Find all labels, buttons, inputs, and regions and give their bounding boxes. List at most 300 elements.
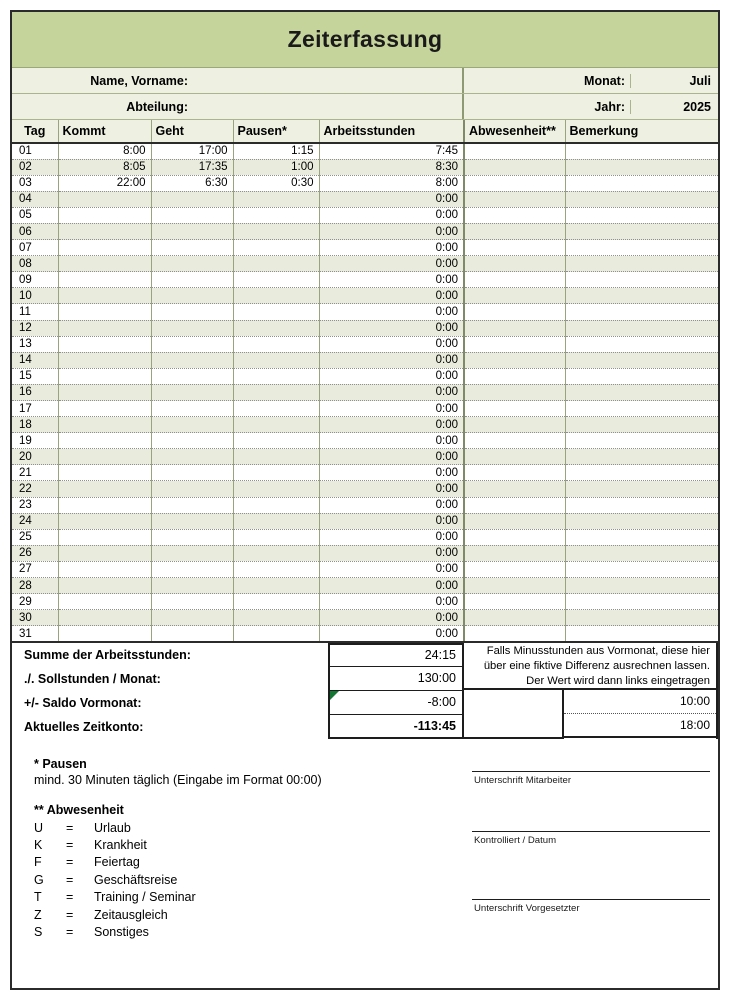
cell-geht[interactable]: [151, 272, 233, 288]
cell-arbeitsstunden: 0:00: [319, 272, 464, 288]
cell-geht[interactable]: [151, 561, 233, 577]
cell-kommt[interactable]: [58, 207, 151, 223]
cell-arbeitsstunden: 0:00: [319, 481, 464, 497]
cell-kommt[interactable]: 22:00: [58, 175, 151, 191]
cell-bemerkung[interactable]: [565, 465, 718, 481]
cell-bemerkung[interactable]: [565, 143, 718, 159]
col-header-bemerkung: Bemerkung: [565, 120, 718, 143]
cell-pausen[interactable]: [233, 320, 319, 336]
cell-tag: 10: [12, 288, 58, 304]
summary-note-area: [464, 643, 718, 739]
cell-kommt[interactable]: [58, 545, 151, 561]
table-row: [12, 529, 718, 545]
cell-pausen[interactable]: [233, 626, 319, 642]
table-row: [12, 561, 718, 577]
cell-pausen[interactable]: [233, 545, 319, 561]
legend-item-equals: =: [66, 924, 74, 939]
legend-item-equals: =: [66, 907, 74, 922]
cell-arbeitsstunden: 0:00: [319, 401, 464, 417]
cell-kommt[interactable]: [58, 240, 151, 256]
cell-abwesenheit[interactable]: [464, 207, 565, 223]
carryover-note-line-2: über eine fiktive Differenz ausrechnen lassen.: [483, 660, 710, 673]
cell-geht[interactable]: [151, 545, 233, 561]
cell-tag: 23: [12, 497, 58, 513]
cell-arbeitsstunden: 0:00: [319, 288, 464, 304]
legend-item: [34, 819, 464, 836]
cell-kommt[interactable]: [58, 384, 151, 400]
cell-pausen[interactable]: 0:30: [233, 175, 319, 191]
table-row: [12, 626, 718, 642]
cell-arbeitsstunden: 0:00: [319, 513, 464, 529]
cell-kommt[interactable]: [58, 481, 151, 497]
cell-abwesenheit[interactable]: [464, 417, 565, 433]
timesheet-sheet: [10, 10, 720, 990]
cell-tag: 28: [12, 578, 58, 594]
cell-bemerkung[interactable]: [565, 272, 718, 288]
title-band: [12, 12, 718, 68]
cell-geht[interactable]: [151, 465, 233, 481]
cell-geht[interactable]: [151, 240, 233, 256]
cell-pausen[interactable]: [233, 497, 319, 513]
cell-abwesenheit[interactable]: [464, 481, 565, 497]
cell-geht[interactable]: [151, 481, 233, 497]
cell-arbeitsstunden: 0:00: [319, 352, 464, 368]
cell-pausen[interactable]: [233, 191, 319, 207]
signature-caption-supervisor: Unterschrift Vorgesetzter: [474, 902, 580, 914]
helper-value-from[interactable]: 10:00: [564, 690, 716, 714]
cell-bemerkung[interactable]: [565, 207, 718, 223]
summary-label-target: ./. Sollstunden / Monat:: [24, 671, 161, 686]
cell-bemerkung[interactable]: [565, 626, 718, 642]
legend-item-equals: =: [66, 872, 74, 887]
summary-value-carryover-cell[interactable]: [330, 691, 462, 715]
cell-abwesenheit[interactable]: [464, 175, 565, 191]
cell-pausen[interactable]: [233, 513, 319, 529]
cell-kommt[interactable]: [58, 449, 151, 465]
cell-abwesenheit[interactable]: [464, 626, 565, 642]
cell-abwesenheit[interactable]: [464, 513, 565, 529]
cell-pausen[interactable]: [233, 368, 319, 384]
table-row: [12, 223, 718, 239]
cell-tag: 18: [12, 417, 58, 433]
cell-geht[interactable]: [151, 401, 233, 417]
cell-bemerkung[interactable]: [565, 223, 718, 239]
table-row: [12, 352, 718, 368]
cell-abwesenheit[interactable]: [464, 545, 565, 561]
cell-arbeitsstunden: 0:00: [319, 384, 464, 400]
cell-abwesenheit[interactable]: [464, 449, 565, 465]
cell-bemerkung[interactable]: [565, 191, 718, 207]
cell-bemerkung[interactable]: [565, 561, 718, 577]
cell-tag: 13: [12, 336, 58, 352]
cell-geht[interactable]: [151, 304, 233, 320]
cell-abwesenheit[interactable]: [464, 368, 565, 384]
summary-labels: [12, 643, 328, 739]
legend-code-list: [34, 819, 464, 941]
cell-tag: 07: [12, 240, 58, 256]
cell-bemerkung[interactable]: [565, 384, 718, 400]
table-row: [12, 465, 718, 481]
cell-abwesenheit[interactable]: [464, 594, 565, 610]
summary-values: [328, 643, 464, 739]
cell-geht[interactable]: [151, 417, 233, 433]
cell-kommt[interactable]: [58, 288, 151, 304]
signature-caption-employee: Unterschrift Mitarbeiter: [474, 774, 572, 786]
cell-pausen[interactable]: [233, 561, 319, 577]
table-row: [12, 610, 718, 626]
cell-kommt[interactable]: [58, 352, 151, 368]
legend-item: [34, 923, 464, 940]
cell-bemerkung[interactable]: [565, 594, 718, 610]
cell-kommt[interactable]: [58, 304, 151, 320]
cell-arbeitsstunden: 0:00: [319, 529, 464, 545]
cell-kommt[interactable]: [58, 272, 151, 288]
table-row: [12, 545, 718, 561]
comment-indicator-icon: [330, 691, 339, 700]
cell-tag: 21: [12, 465, 58, 481]
department-label: Abteilung:: [126, 99, 188, 114]
cell-arbeitsstunden: 0:00: [319, 320, 464, 336]
cell-kommt[interactable]: [58, 417, 151, 433]
cell-kommt[interactable]: [58, 433, 151, 449]
legend-item-key: G: [34, 872, 44, 887]
table-row: [12, 143, 718, 159]
cell-pausen[interactable]: [233, 272, 319, 288]
cell-bemerkung[interactable]: [565, 417, 718, 433]
cell-pausen[interactable]: [233, 449, 319, 465]
cell-tag: 27: [12, 561, 58, 577]
carryover-note-line-3: Der Wert wird dann links eingetragen: [526, 675, 710, 688]
cell-kommt[interactable]: [58, 336, 151, 352]
legend-pausen-heading: * Pausen: [34, 756, 87, 771]
legend-item-key: S: [34, 924, 43, 939]
cell-abwesenheit[interactable]: [464, 401, 565, 417]
cell-abwesenheit[interactable]: [464, 336, 565, 352]
cell-geht[interactable]: 17:00: [151, 143, 233, 159]
cell-arbeitsstunden: 8:30: [319, 159, 464, 175]
cell-pausen[interactable]: 1:00: [233, 159, 319, 175]
cell-bemerkung[interactable]: [565, 304, 718, 320]
cell-tag: 09: [12, 272, 58, 288]
legend-pausen-text: mind. 30 Minuten täglich (Eingabe im Format 00:00): [34, 772, 322, 787]
cell-tag: 11: [12, 304, 58, 320]
cell-geht[interactable]: [151, 594, 233, 610]
cell-pausen[interactable]: 1:15: [233, 143, 319, 159]
cell-bemerkung[interactable]: [565, 159, 718, 175]
cell-bemerkung[interactable]: [565, 175, 718, 191]
table-row: [12, 417, 718, 433]
cell-geht[interactable]: [151, 368, 233, 384]
cell-arbeitsstunden: 0:00: [319, 304, 464, 320]
cell-abwesenheit[interactable]: [464, 143, 565, 159]
table-row: [12, 513, 718, 529]
table-row: [12, 401, 718, 417]
cell-bemerkung[interactable]: [565, 545, 718, 561]
cell-pausen[interactable]: [233, 578, 319, 594]
cell-bemerkung[interactable]: [565, 449, 718, 465]
table-row: [12, 240, 718, 256]
cell-arbeitsstunden: 7:45: [319, 143, 464, 159]
cell-tag: 05: [12, 207, 58, 223]
helper-calc-spacer: [464, 690, 564, 739]
cell-tag: 30: [12, 610, 58, 626]
cell-geht[interactable]: 17:35: [151, 159, 233, 175]
cell-arbeitsstunden: 0:00: [319, 240, 464, 256]
cell-tag: 24: [12, 513, 58, 529]
legend-item: [34, 871, 464, 888]
cell-arbeitsstunden: 0:00: [319, 417, 464, 433]
cell-arbeitsstunden: 0:00: [319, 368, 464, 384]
cell-abwesenheit[interactable]: [464, 223, 565, 239]
cell-tag: 31: [12, 626, 58, 642]
year-value[interactable]: 2025: [683, 99, 711, 114]
cell-abwesenheit[interactable]: [464, 384, 565, 400]
cell-geht[interactable]: [151, 288, 233, 304]
cell-abwesenheit[interactable]: [464, 578, 565, 594]
col-header-abwesenheit: Abwesenheit**: [464, 120, 565, 143]
cell-abwesenheit[interactable]: [464, 304, 565, 320]
cell-tag: 26: [12, 545, 58, 561]
cell-geht[interactable]: [151, 336, 233, 352]
summary-section: [12, 643, 718, 739]
cell-bemerkung[interactable]: [565, 368, 718, 384]
col-header-geht: Geht: [151, 120, 233, 143]
cell-pausen[interactable]: [233, 352, 319, 368]
table-body: [12, 143, 718, 642]
cell-abwesenheit[interactable]: [464, 433, 565, 449]
col-header-pausen: Pausen*: [233, 120, 319, 143]
cell-abwesenheit[interactable]: [464, 497, 565, 513]
cell-pausen[interactable]: [233, 336, 319, 352]
cell-arbeitsstunden: 0:00: [319, 594, 464, 610]
cell-abwesenheit[interactable]: [464, 288, 565, 304]
cell-pausen[interactable]: [233, 256, 319, 272]
department-field-group[interactable]: [12, 94, 464, 119]
legend-item-equals: =: [66, 855, 74, 870]
cell-arbeitsstunden: 0:00: [319, 336, 464, 352]
cell-geht[interactable]: [151, 449, 233, 465]
cell-bemerkung[interactable]: [565, 288, 718, 304]
cell-tag: 16: [12, 384, 58, 400]
cell-bemerkung[interactable]: [565, 497, 718, 513]
cell-bemerkung[interactable]: [565, 578, 718, 594]
cell-geht[interactable]: [151, 256, 233, 272]
cell-geht[interactable]: [151, 433, 233, 449]
cell-bemerkung[interactable]: [565, 433, 718, 449]
cell-kommt[interactable]: [58, 610, 151, 626]
cell-geht[interactable]: [151, 207, 233, 223]
cell-geht[interactable]: [151, 191, 233, 207]
table-row: [12, 159, 718, 175]
table-row: [12, 256, 718, 272]
cell-arbeitsstunden: 0:00: [319, 433, 464, 449]
cell-tag: 15: [12, 368, 58, 384]
cell-pausen[interactable]: [233, 610, 319, 626]
cell-pausen[interactable]: [233, 465, 319, 481]
cell-tag: 29: [12, 594, 58, 610]
name-label: Name, Vorname:: [90, 73, 188, 88]
cell-pausen[interactable]: [233, 529, 319, 545]
legend-abwesenheit-heading: ** Abwesenheit: [34, 802, 124, 817]
col-header-kommt: Kommt: [58, 120, 151, 143]
cell-bemerkung[interactable]: [565, 401, 718, 417]
cell-abwesenheit[interactable]: [464, 465, 565, 481]
cell-kommt[interactable]: [58, 320, 151, 336]
cell-abwesenheit[interactable]: [464, 320, 565, 336]
legend-item-key: F: [34, 855, 42, 870]
cell-tag: 22: [12, 481, 58, 497]
table-row: [12, 272, 718, 288]
table-row: [12, 368, 718, 384]
table-row: [12, 336, 718, 352]
legend-item-value: Geschäftsreise: [94, 872, 178, 887]
cell-bemerkung[interactable]: [565, 610, 718, 626]
cell-pausen[interactable]: [233, 481, 319, 497]
cell-arbeitsstunden: 0:00: [319, 497, 464, 513]
cell-kommt[interactable]: [58, 578, 151, 594]
cell-geht[interactable]: [151, 223, 233, 239]
cell-geht[interactable]: [151, 320, 233, 336]
cell-tag: 19: [12, 433, 58, 449]
summary-value-carryover: -8:00: [427, 695, 456, 710]
cell-geht[interactable]: [151, 578, 233, 594]
cell-pausen[interactable]: [233, 304, 319, 320]
cell-pausen[interactable]: [233, 240, 319, 256]
cell-pausen[interactable]: [233, 288, 319, 304]
cell-bemerkung[interactable]: [565, 513, 718, 529]
cell-pausen[interactable]: [233, 433, 319, 449]
month-value[interactable]: Juli: [689, 73, 711, 88]
legend-item-equals: =: [66, 837, 74, 852]
cell-arbeitsstunden: 0:00: [319, 610, 464, 626]
carryover-note: [464, 643, 718, 690]
cell-geht[interactable]: [151, 626, 233, 642]
cell-geht[interactable]: [151, 513, 233, 529]
cell-pausen[interactable]: [233, 223, 319, 239]
cell-kommt[interactable]: [58, 513, 151, 529]
cell-kommt[interactable]: 8:05: [58, 159, 151, 175]
legend-block: [12, 739, 464, 939]
cell-bemerkung[interactable]: [565, 256, 718, 272]
cell-kommt[interactable]: 8:00: [58, 143, 151, 159]
page-title: Zeiterfassung: [287, 26, 443, 52]
cell-bemerkung[interactable]: [565, 240, 718, 256]
summary-value-balance[interactable]: -113:45: [330, 715, 462, 739]
cell-arbeitsstunden: 0:00: [319, 578, 464, 594]
cell-abwesenheit[interactable]: [464, 159, 565, 175]
cell-kommt[interactable]: [58, 594, 151, 610]
cell-geht[interactable]: [151, 352, 233, 368]
table-row: [12, 207, 718, 223]
month-field-group[interactable]: [464, 68, 718, 93]
cell-arbeitsstunden: 0:00: [319, 223, 464, 239]
cell-abwesenheit[interactable]: [464, 272, 565, 288]
legend-item: [34, 888, 464, 905]
cell-bemerkung[interactable]: [565, 529, 718, 545]
cell-pausen[interactable]: [233, 594, 319, 610]
cell-tag: 02: [12, 159, 58, 175]
cell-pausen[interactable]: [233, 384, 319, 400]
cell-kommt[interactable]: [58, 223, 151, 239]
cell-kommt[interactable]: [58, 626, 151, 642]
year-label: Jahr:: [464, 100, 631, 114]
cell-kommt[interactable]: [58, 401, 151, 417]
cell-kommt[interactable]: [58, 256, 151, 272]
helper-value-to[interactable]: 18:00: [564, 714, 716, 738]
cell-bemerkung[interactable]: [565, 352, 718, 368]
cell-bemerkung[interactable]: [565, 336, 718, 352]
carryover-note-line-1: Falls Minusstunden aus Vormonat, diese hier: [486, 644, 710, 657]
table-row: [12, 449, 718, 465]
table-row: [12, 191, 718, 207]
summary-value-target[interactable]: 130:00: [330, 667, 462, 691]
table-row: [12, 433, 718, 449]
cell-kommt[interactable]: [58, 497, 151, 513]
legend-item-key: K: [34, 837, 43, 852]
summary-label-carryover: +/- Saldo Vormonat:: [24, 695, 142, 710]
cell-pausen[interactable]: [233, 417, 319, 433]
cell-tag: 03: [12, 175, 58, 191]
table-row: [12, 578, 718, 594]
year-field-group[interactable]: [464, 94, 718, 119]
legend-item-value: Krankheit: [94, 837, 147, 852]
legend-item-key: U: [34, 820, 44, 835]
month-label: Monat:: [464, 74, 631, 88]
cell-arbeitsstunden: 8:00: [319, 175, 464, 191]
cell-abwesenheit[interactable]: [464, 256, 565, 272]
legend-item-key: Z: [34, 907, 42, 922]
table-row: [12, 320, 718, 336]
cell-pausen[interactable]: [233, 207, 319, 223]
cell-pausen[interactable]: [233, 401, 319, 417]
table-row: [12, 497, 718, 513]
cell-bemerkung[interactable]: [565, 320, 718, 336]
cell-geht[interactable]: [151, 384, 233, 400]
cell-kommt[interactable]: [58, 561, 151, 577]
cell-abwesenheit[interactable]: [464, 352, 565, 368]
cell-geht[interactable]: [151, 610, 233, 626]
legend-item-key: T: [34, 890, 42, 905]
cell-tag: 06: [12, 223, 58, 239]
cell-kommt[interactable]: [58, 191, 151, 207]
cell-abwesenheit[interactable]: [464, 529, 565, 545]
cell-tag: 20: [12, 449, 58, 465]
cell-abwesenheit[interactable]: [464, 561, 565, 577]
table-row: [12, 384, 718, 400]
cell-bemerkung[interactable]: [565, 481, 718, 497]
cell-geht[interactable]: 6:30: [151, 175, 233, 191]
summary-value-total[interactable]: 24:15: [330, 643, 462, 667]
info-row-department-year: [12, 94, 718, 120]
cell-arbeitsstunden: 0:00: [319, 449, 464, 465]
helper-calc-cells: [564, 690, 718, 739]
cell-abwesenheit[interactable]: [464, 240, 565, 256]
cell-abwesenheit[interactable]: [464, 610, 565, 626]
cell-geht[interactable]: [151, 497, 233, 513]
cell-geht[interactable]: [151, 529, 233, 545]
legend-item-value: Feiertag: [94, 855, 140, 870]
signature-line-employee: [472, 771, 710, 772]
cell-abwesenheit[interactable]: [464, 191, 565, 207]
cell-tag: 14: [12, 352, 58, 368]
cell-kommt[interactable]: [58, 465, 151, 481]
name-field-group[interactable]: [12, 68, 464, 93]
cell-kommt[interactable]: [58, 368, 151, 384]
cell-arbeitsstunden: 0:00: [319, 207, 464, 223]
cell-tag: 04: [12, 191, 58, 207]
timesheet-table: [12, 120, 718, 643]
cell-kommt[interactable]: [58, 529, 151, 545]
